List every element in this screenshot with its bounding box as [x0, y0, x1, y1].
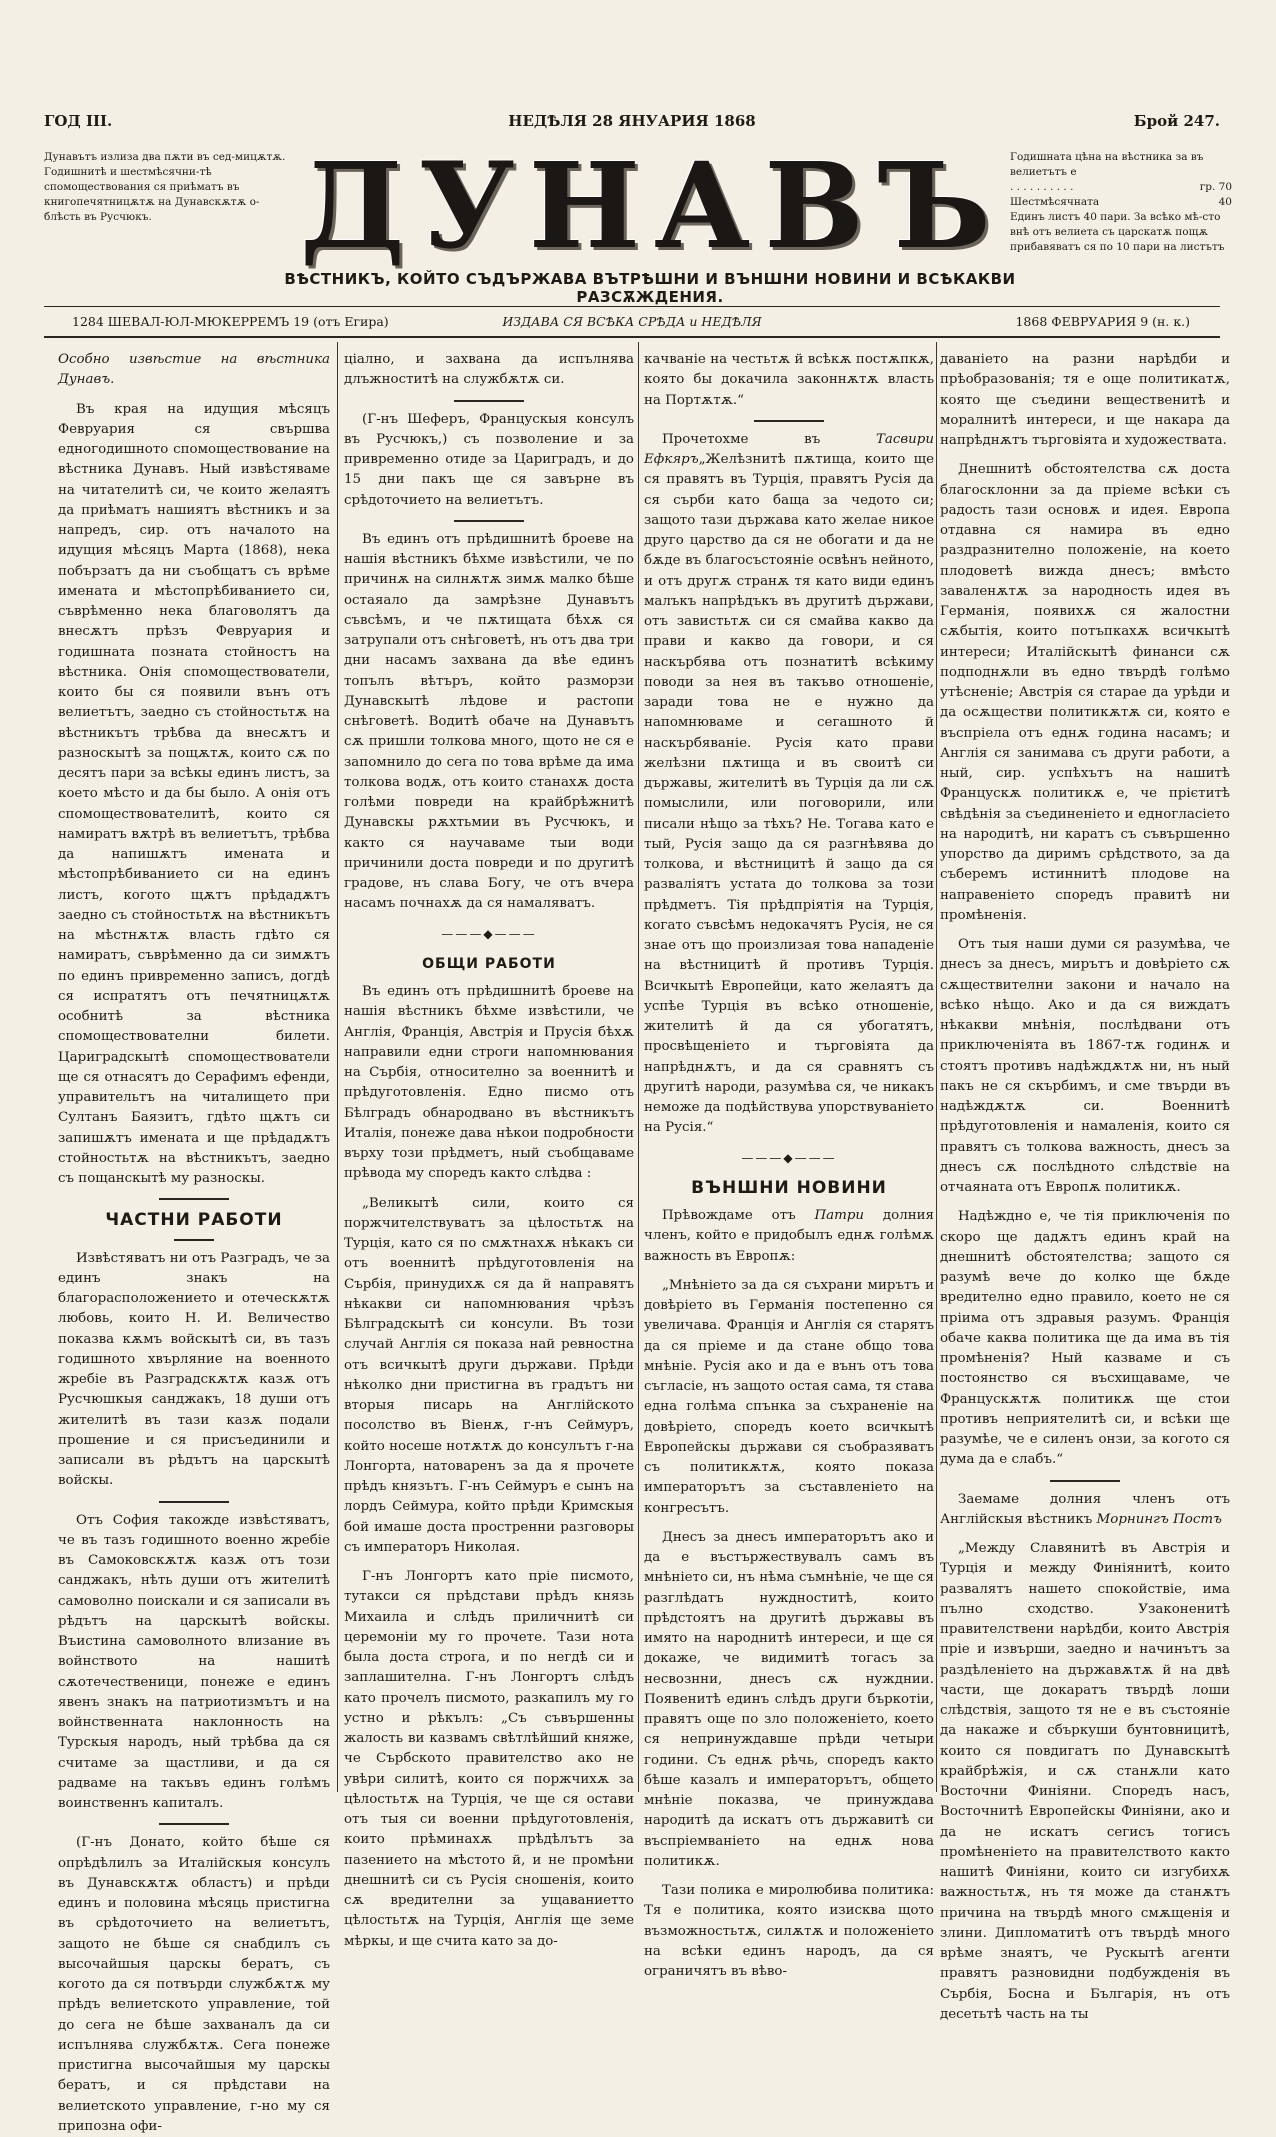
section-heading-private: ЧАСТНИ РАБОТИ [105, 1210, 283, 1231]
article-paragraph: „Мнѣніето за да ся съхрани мирътъ и довѣріето въ Германія постепенно ся увеличава. Франція и Англія ся старятъ да ся пріеме и да стане общо това мнѣніе. Русія ако и да е вънъ отъ това съгласіе, нъ защото остая сама, тя става една голѣма спънка за съхраненіе на довѣріето, споредъ което всичкытѣ Европейскы държави ся съобразяватъ съ политикѫтѫ, която показа императорътъ за съставленіето на конгресътъ. [644, 1277, 934, 1516]
column-3 [644, 350, 934, 1979]
ornament-divider: ———◆——— [741, 1150, 837, 1165]
dateline [44, 314, 1220, 332]
price-half-value: 40 [1218, 196, 1232, 208]
article-paragraph [644, 1206, 934, 1267]
hijri-date: 1284 ШЕВАЛ-ЮЛ-МЮКЕРРЕМЪ 19 (отъ Егира) [72, 314, 389, 329]
article-paragraph: Тази полика е миролюбива политика: Тя е политика, която изисква щото възможностьтѫ, силѫтѫ и положеніето на всѣки единъ народъ, да ся ограничятъ въ вѣво- [644, 1883, 934, 1979]
article-paragraph: Г-нъ Лонгортъ като пріе писмото, тутакси ся прѣдстави прѣдъ князь Михаила и слѣдъ приличнитѣ си церемоніи му го прочете. Тази нота была доста строга, и по негдѣ си и заплашителна. Г-нъ Лонгортъ слѣдъ като прочелъ писмото, разкапилъ му го устно и рѣкълъ: „Съ съвършенны жалость ви казвамъ свѣтлѣйший княже, че Сърбското правителство ако не увѣри силитѣ, които ся поржчихѫ за цѣлостьтѫ на Турція, че ще ся остави отъ тыя си военни прѣдуготовленія, които прѣминахѫ прѣдѣлътъ за пазението на мѣстото й, и не промѣни днешнитѣ си съ Русія сношенія, които сѫ вредителни за ущаваниетто цѣлостьтѫ на Турція, Англія ще земе мѣркы, и ще счита като за до- [344, 1569, 634, 1949]
masthead-title: ДУНАВЪ [300, 136, 1005, 275]
separator [159, 1501, 229, 1503]
special-notice-heading: Особно извѣстие на вѣстника Дунавъ. [58, 352, 330, 388]
section-heading-general: ОБЩИ РАБОТИ [422, 955, 556, 972]
source-name: Морнингъ Постъ [1096, 1511, 1222, 1527]
publishing-schedule: ИЗДАВА СЯ ВСѢКА СРѢДА и НЕДѢЛЯ [502, 314, 762, 329]
price-title: Годишната цѣна на вѣстника за въ велиетътъ е [1010, 151, 1204, 178]
article-text: долния членъ, който е придобылъ еднѫ голѣмѫ важность въ Европѫ: [644, 1208, 934, 1264]
year-label: ГОД III. [44, 112, 113, 130]
article-paragraph: даваніето на разни нарѣдби и прѣобразованія; тя е още политикатѫ, която ще съедини вещественитѣ и моралнитѣ интереси, и ще накара да напрѣднѫтъ търговіята и художествата. [940, 352, 1230, 448]
price-half-label: Шестмѣсячната [1010, 196, 1100, 208]
lead-text: Заемаме долния членъ отъ Англійскыя вѣстникъ [940, 1491, 1230, 1527]
subscription-notice: Дунавътъ излиза два пѫти въ сед-мицѫтѫ. Годишнитѣ и шестмѣсячни-тѣ спомоществования ся приѣматъ въ книгопечятницѫтѫ на Дунавскѫтѫ о-блѣсть въ Русчюкъ. [44, 151, 286, 223]
article-paragraph: ціално, и захвана да испълнява длъжноститѣ на службѫтѫ си. [344, 352, 634, 388]
column-4 [940, 350, 1230, 2022]
price-half-row [1010, 195, 1232, 210]
separator [454, 520, 524, 522]
separator [454, 400, 524, 402]
article-paragraph: Днесъ за днесъ императорътъ ако и да е въстържествувалъ самъ въ мнѣніето си, нъ нѣма съмнѣніе, че ще ся разглѣдатъ нуждноститѣ, които прѣдстоятъ на другитѣ държавы въ имято на народнитѣ интереси, и ще ся докаже, че видимитѣ тогасъ за несвознни, днесъ сѫ нужднии. Появенитѣ единъ слѣдъ други бъркотіи, правятъ още по зло положеніето, което ся непринуждавше прѣди четыри години. Съ еднѫ рѣчь, споредъ както бѣше казалъ и императорътъ, общето мнѣніе показва, че принуждава народитѣ да искатъ отъ държавитѣ си въспріемваніето на еднѫ нова политикѫ. [644, 1529, 934, 1869]
column-1 [58, 350, 330, 2134]
article-paragraph: Отъ София такожде извѣстяватъ, че въ тазъ годишното военно жребіе въ Самоковскѫтѫ казѫ отъ този санджакъ, нѣть души отъ жителитѣ самоволно поискали и ся записали въ рѣдътъ на царскытѣ войскы. Въистина самоволното влизание въ войнството на нашитѣ сѫотечественици, понеже е единъ явенъ знакъ на патриотизмътъ и на войнственната наклонность на Турскыя народъ, ный трѣбва да ся считаме за щастливи, и да ся радваме на такъвъ единъ голѣмъ воинственнъ капиталъ. [58, 1512, 330, 1811]
price-year-value: гр. 70 [1199, 181, 1232, 193]
column-rule-3 [936, 342, 937, 1792]
article-paragraph [644, 430, 934, 1139]
price-box [1010, 150, 1232, 255]
article-paragraph: Въ края на идущия мѣсяцъ Февруария ся свършва едногодишното спомоществование на вѣстника Дунавъ. Ный извѣстяваме на читателитѣ си, че които желаятъ да приѣматъ нашиятъ вѣстникъ и за напредъ, сир. отъ началото на идущия мѣсяцъ Марта (1868), нека побързатъ да ни съобщатъ съ врѣме имената и мѣстопрѣбиванието си, съврѣменно нека благоволятъ да внесѫтъ прѣзъ Февруария и годишната позната стойностъ на вѣстника. Онія спомоществователи, които бы ся появили вънъ отъ велиетътъ, заедно съ стойностьтѫ на вѣстникътъ трѣбва да внесѫтъ и разноскытѣ за пощѫтѫ, които сѫ по десятъ пари за всѣкы единъ листъ, за което мѣсто и да бы было. А онія отъ спомоществователитѣ, които ся намиратъ вѫтрѣ въ велиетътъ, трѣбва да напишѫтъ имената и мѣстопрѣбиванието си на единъ листъ, когото щѫтъ прѣдадѫтъ заедно съ стойностьтѫ на вѣстникътъ на мѣстнѫтѫ власть гдѣто ся намиратъ, съврѣменно да си зимѫтъ по единъ привременно записъ, догдѣ ся испратятъ отъ печятницѫтѫ особнитѣ за вѣстника спомоществователни билети. Цариградскытѣ спомоществователи ще ся отнасятъ до Серафимъ ефенди, управительтъ на читалището при Султанъ Баязитъ, гдѣто щѫтъ си запишѫтъ имената и ще прѣдадѫтъ стойностьтѫ на вѣстникътъ, заедно съ пощанскытѣ му разноскы. [58, 401, 330, 1186]
article-paragraph: (Г-нъ Шеферъ, Францускыя консулъ въ Русчюкъ,) съ позволение и за привременно отиде за Цариградъ, и до 15 дни пакъ ще ся завърне въ срѣдоточието на велиетътъ. [344, 411, 634, 508]
article-paragraph: (Г-нъ Донато, който бѣше ся опрѣдѣлилъ за Италійскыя консулъ въ Дунавскѫтѫ областъ) и прѣди единъ и половина мѣсяць пристигна въ срѣдоточието на велиетътъ, защото не бѣше ся снабдилъ съ высочайшыя царскы бератъ, съ когото да ся потвърди службѫтѫ му прѣдъ велиетското управление, той до сега не бѣше захваналъ да си испълнява службѫтѫ. Сега понеже пристигна высочайшыя му царскы бератъ, и ся прѣдстави на велиетското управление, г-но му ся припозна офи- [58, 1835, 330, 2134]
article-paragraph: Надѣждно е, че тія приключенія по скоро ще дадѫтъ единъ край на днешнитѣ обстоятелства; защото ся разумѣ вече до колко ще бѫде вредително едно правило, което не ся пріима отъ здравыя разумъ. Франція обаче каква политика ще да има въ тія промѣненія? Ный казваме и съ постоянство ся въсхищаваме, че Францускѫтѫ политикѫ ще стои противъ неприятелитѣ си, и всѣки ще разумѣе, че е силенъ онзи, за когото ся дума да е слабъ.“ [940, 1209, 1230, 1468]
header-rule-top [44, 306, 1220, 307]
issue-date: НЕДѢЛЯ 28 ЯНУАРИЯ 1868 [508, 112, 756, 130]
masthead-subtitle: ВѢСТНИКЪ, КОЙТО СЪДЪРЖАВА ВЪТРѢШНИ И ВЪНШНИ НОВИНИ И ВСѢКАКВИ РАЗСѪЖДЕНИЯ. [284, 270, 1016, 306]
separator [159, 1198, 229, 1200]
article-paragraph: Извѣстяватъ ни отъ Разградъ, че за единъ знакъ на благорасположението и отеческѫтѫ любовь, които Н. И. Величество показва кѫмъ войскытѣ си, въ тазъ годишното хвърляние на военното жребіе въ Разградскѫтѫ казѫ отъ Русчюшкыя санджакъ, 18 души отъ жителитѣ въ тази казѫ подали прошение и ся присъединили и записали въ рѣдътъ на царскытѣ войскы. [58, 1250, 330, 1489]
ornament-divider: ———◆——— [441, 926, 537, 941]
article-paragraph: Въ единъ отъ прѣдишнитѣ броеве на нашія вѣстникъ бѣхме извѣстили, че Англія, Франція, Австрія и Прусія бѣхѫ направили едни строги напомнювания на Сърбія, относително за военнитѣ и прѣдуготовленія. Едно писмо отъ Бѣлградъ обнародвано въ вѣстникътъ Италія, понеже дава нѣкои подробности върху този прѣдметъ, ный съобщаваме прѣвода му споредъ както слѣдва : [344, 984, 634, 1182]
article-text: „Желѣзнитѣ пѫтища, които ще ся правятъ въ Турція, правятъ Русія да ся сърби като баща за чедото си; защото тази държава като желае никое друго царство да ся не обогати и да не бѫде въ благосъстояніе освѣнъ нейното, и отъ другѫ странѫ тя като види единъ малъкъ напрѣдъкъ въ другитѣ държави, отъ завистьтѫ си ся смайва какво да прави и какво да говори, и ся наскърбява отъ познатитѣ всѣкиму поводи за нея въ такъво отношеніе, заради това не е нужно да напомнюваме и сегашното й наскърбяваніе. Русія като прави желѣзни пѫтища и въ своитѣ си държавы, жителитѣ въ Турція да ли сѫ помыслили, или поговорили, или писали нѣщо за тѣхъ? Не. Тогава като е тый, Русія защо да ся разгнѣвява до толкова, и вѣстницитѣ й защо да ся разваліятъ устата до толкова за този прѣдметъ. Тія прѣдпріятія на Турція, когато съвсѣмъ недокачятъ Русія, не ся знае отъ що произлизая това нападеніе на вѣстницитѣ й противъ Турція. Всичкытѣ Европейци, като желаятъ да успѣе Турція въ всѣко отношеніе, жителитѣ й да ся убогатятъ, просвѣщеніето и търговіята да напрѣднѫтъ, и да ся сравнятъ съ другитѣ народи, разумѣва ся, че никакъ неможе да подѣйствува упорствуваніето на Русія.“ [644, 452, 934, 1136]
price-year-row: . . . . . . . . . . гр. 70 [1010, 181, 1232, 193]
article-paragraph: Отъ тыя наши думи ся разумѣва, че днесъ за днесъ, мирътъ и довѣріето сѫ сѫществителни закони и начало на всѣко нѣщо. Ако и да ся виждатъ нѣкакви мнѣнія, послѣдвани отъ приключеніята въ 1867-тѫ годинѫ и стоятъ противъ надѣждѫтѫ ни, нъ ный пакъ не ся скърбимъ, и сме твърди въ надѣждѫтѫ си. Военнитѣ прѣдуготовленія и намаленія, които ся правятъ съ толкова важность, днесъ за днесъ сѫ послѣдното слѣдствіе на отчаяната отъ Европѫ политикѫ. [940, 937, 1230, 1195]
issue-number: Брой 247. [1133, 112, 1220, 130]
article-paragraph: Въ единъ отъ прѣдишнитѣ броеве на нашія вѣстникъ бѣхме извѣстили, че по причинѫ на силнѫтѫ зимѫ малко бѣше остаяало да замрѣзне Дунавътъ съвсѣмъ, и че пѫтищата бѣхѫ ся затрупали отъ снѣговетѣ, нъ отъ два три дни насамъ захвана да вѣе единъ топълъ вѣтъръ, който разморзи Дунавскытѣ лѣдове и растопи снѣговетѣ. Водитѣ обаче на Дунавътъ сѫ пришли толкова много, щото не ся е запомнило до сега по това врѣме да има толкова водѫ, отъ които станахѫ доста голѣми повреди на крайбрѣжнитѣ Дунавскы рѫхтьмии въ Русчюкъ, и както ся научаваме тыи води причинили доста повреди и по другитѣ градове, нъ слава Богу, че отъ вчера насамъ почнахѫ да ся намаляватъ. [344, 531, 634, 912]
article-paragraph: „Между Славянитѣ въ Австрія и Турція и между Финіянитѣ, които развалятъ нашето спокойствіе, има пълно сходство. Узаконенитѣ правителствени нарѣдби, които Австрія пріе и извърши, заедно и начинътъ за раздѣленіето на държавѫтѫ й на двѣ части, ще докаратъ твърдѣ лоши слѣдствія, защото тя не е въ състояніе да накаже и сбъркуши бунтовницитѣ, които ся повдигатъ по Дунавскытѣ крайбрѣжія, и сѫ станѫли като Восточни Финіяни. Споредъ насъ, Восточнитѣ Европейскы Финіяни, ако и да не искатъ сегисъ тогисъ промѣненіето на правителството както нашитѣ Финіяни, които си изгубихѫ важностьтѫ, нъ тя може да станѫтъ причина на твърдѣ много смѫщенія и злини. Дипломатитѣ отъ твърдѣ много врѣме знаятъ, че Рускытѣ агенти правятъ разновидни подбужденія въ Сърбія, Босна и Българія, нъ отъ десетьтѣ часть на ты [940, 1541, 1230, 2022]
separator [174, 1239, 214, 1241]
source-name: Патри [814, 1208, 865, 1223]
separator [754, 420, 824, 422]
top-line [44, 112, 1220, 134]
price-single: Единъ листъ 40 пари. За всѣко мѣ-сто внѣ отъ велиета съ царскатѫ пощѫ прибавяватъ ся по 10 пари на листътъ [1010, 211, 1225, 253]
lead-text: Прѣвождаме отъ [662, 1208, 815, 1223]
article-paragraph: „Великытѣ сили, които ся поржчителствуватъ за цѣлостьтѫ на Турція, като ся по смѫтнахѫ нѣкакъ си отъ военнитѣ прѣдуготовленія на Сърбія, принудихѫ ся да й направятъ нѣкакви си напомнювания чрѣзъ Бѣлградскытѣ си консули. Въ този случай Англія ся показа най ревностна отъ всичкытѣ други държави. Прѣди нѣколко дни пристигна въ градътъ ни вторыя писарь на Англійското посолство въ Віенѫ, г-нъ Сеймуръ, който носеше нотѫтѫ до консулътъ г-на Лонгорта, натоваренъ за да я прочете прѣдъ князътъ. Г-нъ Сеймуръ е сынъ на лордъ Сеймура, който прѣди Кримскыя бой имаше доста простренни разговоры съ императоръ Николая. [344, 1195, 634, 1555]
source-name: Тасвири Ефкяръ [644, 431, 934, 467]
header-rule-bottom [44, 336, 1220, 338]
gregorian-date: 1868 ФЕВРУАРИЯ 9 (н. к.) [1015, 314, 1190, 329]
column-rule-2 [638, 342, 639, 1792]
article-paragraph [940, 1490, 1230, 1531]
article-paragraph: Днешнитѣ обстоятелства сѫ доста благосклонни за да пріеме всѣки съ радость тази основѫ и идея. Европа отдавна ся намира въ едно раздразнително положеніе, на което плодоветѣ вижда днесъ; вмѣсто заваленѫтѫ за народность идея въ Германія, появихѫ ся жалостни сѫбытія, които потъпкахѫ всичкытѣ интереси; Италійскытѣ финанси сѫ подподнѫли въ едно твърдѣ голѣмо утѣсненіе; Австрія ся старае да урѣди и да осѫществи политикѫтѫ си, която е въспріела отъ еднѫ година насамъ; и Англія ся занимава съ други работи, а ный, сир. успѣхътъ на нашитѣ Францускѫ политикѫ е, че прієтитѣ свѣдѣнія за съединеніето и едногласіето на народитѣ, ни каратъ съ съвършенно упорство да диримъ срѣдството, за да съберемъ истиннитѣ плодове на направеніето споредъ правитѣ ни промѣненія. [940, 462, 1230, 923]
article-paragraph: качваніе на честьтѫ й всѣкѫ постѫпкѫ, която бы докачила законнѫтѫ власть на Портѫтѫ.“ [644, 352, 934, 408]
section-heading-foreign: ВЪНШНИ НОВИНИ [691, 1177, 887, 1198]
lead-text: Прочетохме въ [662, 431, 876, 447]
separator [159, 1823, 229, 1825]
column-rule-1 [337, 342, 338, 1792]
separator [1050, 1480, 1120, 1482]
column-2 [344, 350, 634, 1949]
